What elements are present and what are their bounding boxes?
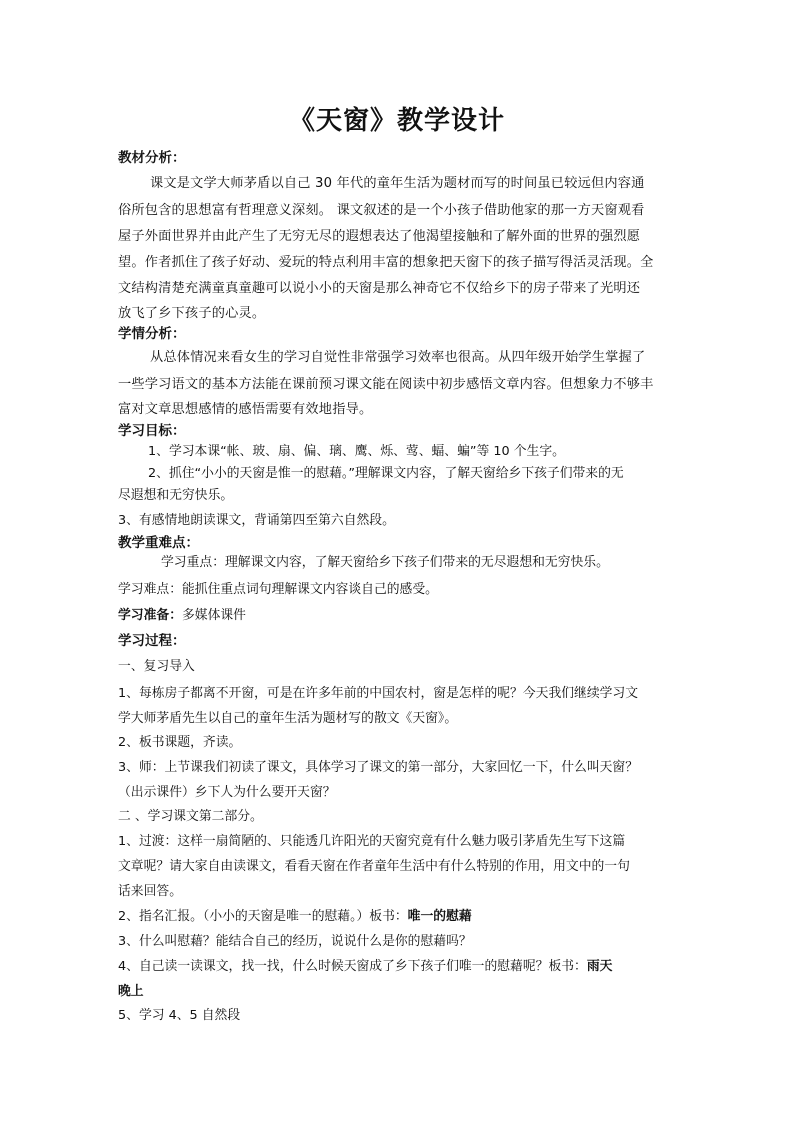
textbook-analysis-line: 望。作者抓住了孩子好动、爱玩的特点利用丰富的想象把天窗下的孩子描写得活灵活现。全 xyxy=(118,255,654,270)
preparation-heading: 学习准备： xyxy=(118,608,182,623)
process-line: 1、每栋房子都离不开窗，可是在许多年前的中国农村，窗是怎样的呢？今天我们继续学习文 xyxy=(118,686,639,701)
textbook-analysis-line: 文结构清楚充满童真童趣可以说小小的天窗是那么神奇它不仅给乡下的房子带来了光明还 xyxy=(118,281,641,296)
key-focus-line: 学习重点：理解课文内容，了解天窗给乡下孩子们带来的无尽遐想和无穷快乐。 xyxy=(161,555,609,570)
board-note: 唯一的慰藉 xyxy=(407,909,472,924)
process-line: 3、师：上节课我们初读了课文，具体学习了课文的第一部分，大家回忆一下，什么叫天窗？ xyxy=(118,760,639,775)
process-line: 一、复习导入 xyxy=(118,659,195,674)
key-points-heading: 教学重难点： xyxy=(118,535,199,551)
textbook-analysis-heading: 教材分析： xyxy=(118,150,186,166)
board-note: 晚上 xyxy=(118,984,144,999)
process-line: （出示课件）乡下人为什么要开天窗？ xyxy=(118,785,336,800)
textbook-analysis-line: 俗所包含的思想富有哲理意义深刻。 课文叙述的是一个小孩子借助他家的那一方天窗观看 xyxy=(118,203,645,218)
preparation-line xyxy=(118,604,688,623)
process-line-text: 4、自己读一读课文，找一找，什么时候天窗成了乡下孩子们唯一的慰藉呢？板书： xyxy=(118,959,587,974)
process-line: 5、学习 4、5 自然段 xyxy=(118,1008,241,1023)
process-line: 文章呢？请大家自由读课文，看看天窗在作者童年生活中有什么特别的作用，用文中的一句 xyxy=(118,859,630,874)
process-line xyxy=(118,905,688,924)
process-line: 二 、学习课文第二部分。 xyxy=(118,809,263,824)
process-line-text: 2、指名汇报。（小小的天窗是唯一的慰藉。）板书： xyxy=(118,909,408,924)
process-line: 3、什么叫慰藉？能结合自己的经历，说说什么是你的慰藉吗？ xyxy=(118,934,472,949)
textbook-analysis-line: 放飞了乡下孩子的心灵。 xyxy=(118,306,266,321)
objective-item: 1、学习本课“帐、玻、扇、偏、璃、鹰、烁、莺、蝠、蝙”等 10 个生字。 xyxy=(148,444,565,459)
objective-item: 尽遐想和无穷快乐。 xyxy=(118,488,234,503)
process-line: 1、过渡：这样一扇简陋的、只能透几许阳光的天窗究竟有什么魅力吸引茅盾先生写下这篇 xyxy=(118,834,626,849)
textbook-analysis-line: 课文是文学大师茅盾以自己 30 年代的童年生活为题材而写的时间虽已较远但内容通 xyxy=(150,176,645,191)
textbook-analysis-line: 屋子外面世界并由此产生了无穷无尽的遐想表达了他渴望接触和了解外面的世界的强烈愿 xyxy=(118,229,641,244)
board-note: 雨天 xyxy=(586,959,613,974)
process-line: 话来回答。 xyxy=(118,884,182,899)
objective-item: 3、有感情地朗读课文，背诵第四至第六自然段。 xyxy=(118,513,395,528)
learner-analysis-line: 富对文章思想感情的感悟需要有效地指导。 xyxy=(118,402,373,417)
objective-item: 2、抓住“小小的天窗是惟一的慰藉。”理解课文内容，了解天窗给乡下孩子们带来的无 xyxy=(148,466,624,481)
process-line: 2、板书课题，齐读。 xyxy=(118,735,242,750)
learner-analysis-line: 一些学习语文的基本方法能在课前预习课文能在阅读中初步感悟文章内容。但想象力不够丰 xyxy=(118,377,654,392)
page-title: 《天窗》教学设计 xyxy=(288,106,505,136)
learner-analysis-line: 从总体情况来看女生的学习自觉性非常强学习效率也很高。从四年级开始学生掌握了 xyxy=(150,350,646,365)
process-heading: 学习过程： xyxy=(118,633,186,649)
learner-analysis-heading: 学情分析： xyxy=(118,326,186,342)
objectives-heading: 学习目标： xyxy=(118,423,186,439)
process-line: 学大师茅盾先生以自己的童年生活为题材写的散文《天窗》。 xyxy=(118,711,458,726)
preparation-value: 多媒体课件 xyxy=(181,608,246,623)
key-difficulty-line: 学习难点：能抓住重点词句理解课文内容谈自己的感受。 xyxy=(118,582,438,597)
process-line xyxy=(118,955,688,974)
